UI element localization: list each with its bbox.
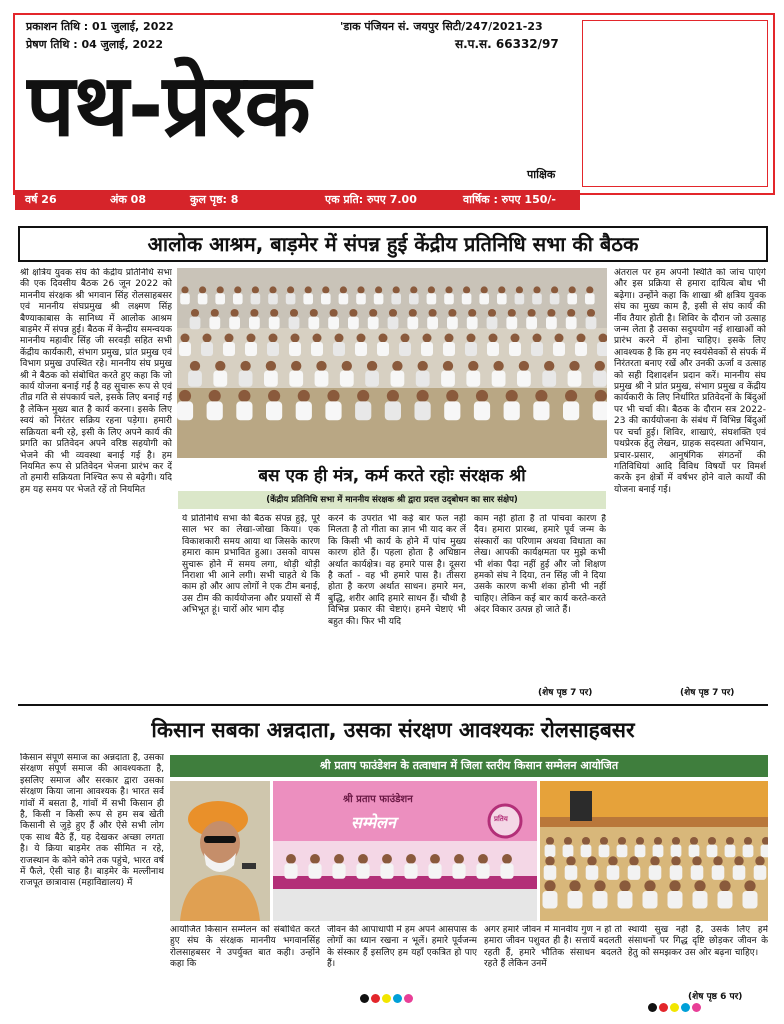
story3-left-column: किसान संपूर्ण समाज का अन्नदाता है, उसका संरक्षण संपूर्ण समाज की आवश्यकता है, इसलिए समाज और सरकार द्वारा उसका संरक्षण किया जाना आवश्यक है। भारत सर्व गांवों में बसता है, गांवों में सभी किसान ही है, किसी न किसी रूप से हम सब खेती किसानी से जुड़े हुए हैं और ऐसे सभी लोग एक साथ बैठे हैं, यह देखकर अच्छा लगता है। ये क्रिया बाड़मेर तक सीमित न रहे, राजस्थान के कोने कोने तक पहुंचे, भारत वर्ष में फैले, ऐसी चाह है। बाड़मेर के मल्लीनाथ राजपूत छात्रावास (महाविद्यालय) में — [20, 753, 164, 889]
story3-column-3: जीवन की आपाधापी में हम अपने आसपास के लोगों का ध्यान रखना न भूलें। हमारे पूर्वजन्म के संस्कार हैं इसलिए हम यहाँ एकत्रित हो पाए हैं। — [327, 925, 477, 970]
registration-dot — [404, 994, 413, 1003]
story1-left-column: श्री क्षत्रिय युवक संघ की केंद्रीय प्रतिनिधि सभा की एक दिवसीय बैठक 26 जून 2022 को माननीय संरक्षक श्री भगवान सिंह रोलसाहबसर एवं माननीय संघप्रमुख श्री लक्ष्मण सिंह बैण्याकाबास के सानिध्य में आलोक आश्रम बाड़मेर में संपन्न हुई। बैठक में केन्द्रीय समन्वयक माननीय महावीर सिंह जी सरवड़ी सहित सभी केंद्रीय कार्यकारी, संभाग प्रमुख, प्रांत प्रमुख एवं विभाग प्रमुख उपस्थित रहे। माननीय संघ प्रमुख श्री ने बैठक को संबोधित करते हुए कहा कि जो कार्य योजना बनाई गई है वह सुचारू रूप से एवं तीव्र गति से संपकार्य चले, इसके लिए बनाई गई है लेकिन मुख्य बात है कार्य करना। इसके लिए स्वयं को निरंतर सक्रिय रहना पड़ेगा। हमारी सक्रियता बनी रहे, इसी के लिए अपने कार्य की प्रगति का प्रतिवेदन अपने वरिष्ठ सहयोगी को भेजने की भी व्यवस्था बनाई गई है। हम नियमित रूप से प्रतिवेदन भेजना प्रारंभ कर दें तो हमारी सक्रियता निश्चित रूप से बढ़ेगी। यदि हम यह समय पर भेजते रहें तो नियमित — [20, 268, 172, 495]
volume-year: वर्ष 26 — [25, 193, 57, 206]
story2-column-1: ये प्रतिनिधि सभा की बैठक संपन्न हुई, पूरे साल भर का लेखा-जोखा किया। एक विकाशकारी समय आया था जिसके कारण हमारा काम प्रभावित हुआ। उसको वापस सुचारू होने में समय लगा, थोड़ी थोड़ी निराशा भी आने लगी। सभी चाहते थे कि काम हो और आप लोगों ने एक टीम बनाई, उस टीम की कार्ययोजना और प्रयासों से मैं अभिभूत हूं। चारों ओर भाग दौड़ — [182, 514, 320, 616]
single-copy-price: एक प्रति: रुपए 7.00 — [325, 193, 417, 206]
story3-column-5: स्थायी सुख नहीं है, उसके लिए हमें संसाधनों पर गिद्ध दृष्टि छोड़कर जीवन के हेतु को समझकर उस ओर बढ़ना चाहिए। — [628, 925, 768, 958]
registration-dot — [659, 1003, 668, 1012]
registration-dot — [360, 994, 369, 1003]
section-divider — [18, 704, 768, 706]
stage-photo — [273, 781, 537, 921]
address-box — [582, 20, 768, 187]
info-bar — [15, 190, 580, 210]
story3-continued: (शेष पृष्ठ 6 पर) — [688, 992, 743, 1002]
story1-right-continued: (शेष पृष्ठ 7 पर) — [680, 688, 735, 698]
group-photo — [177, 268, 607, 458]
registration-marks-left — [360, 994, 413, 1003]
stage-logo: प्रतिय — [494, 815, 508, 823]
story3-headline: किसान सबका अन्नदाता, उसका संरक्षण आवश्यकः रोलसाहबसर — [151, 718, 635, 742]
postal-registration: 'डाक पंजियन सं. जयपुर सिटी/247/2021-23 — [340, 20, 543, 33]
story1-headline: आलोक आश्रम, बाड़मेर में संपन्न हुई केंद्रीय प्रतिनिधि सभा की बैठक — [18, 226, 768, 262]
stage-banner-text: श्री प्रताप फाउंडेशन — [343, 794, 413, 805]
registration-dot — [393, 994, 402, 1003]
story1-right-column: अंतराल पर हम अपनी स्थिति को जांच पाएंगे और इस प्रक्रिया से हमारा दायित्व बोध भी बढ़ेगा। उन्होंने कहा कि शाखा श्री क्षत्रिय युवक संघ का मुख्य काम है, इसी से संघ कार्य की नींव तैयार होती है। शिविर के दौरान जो उत्साह जन्म लेता है उसका सदुपयोग नई शाखाओं को प्रारंभ करने में होना चाहिए। इसके लिए आवश्यक है कि हम नए स्वयंसेवकों से संपर्क में निरंतरता बनाए रखें और उनकी ऊर्जा व उत्साह को सही दिशादर्शन प्रदान करें। माननीय संघ प्रमुख श्री ने प्रांत प्रमुख, संभाग प्रमुख व केंद्रीय कार्यकारी के लिए निर्धारित प्रतिवेदनों के बिंदुओं पर भी चर्चा की। बैठक के दौरान सत्र 2022-23 की कार्ययोजना के संबंध में विभिन्न बिंदुओं पर चर्चा हुई। शिविर, शाखाएं, संघशक्ति एवं पथप्रेरक हेतु लेखन, ग्राहक सदस्यता अभियान, प्रचार-प्रसार, आनुषंगिक संगठनों की गतिविधियां आदि विविध विषयों पर विमर्श करके इन क्षेत्रों में वर्षभर होने वाले कार्यों की योजना बनाई गई। — [614, 268, 766, 495]
registration-dot — [371, 994, 380, 1003]
story2-column-2: करने के उपरांत भी कई बार फल नहीं मिलता है तो गीता का ज्ञान भी याद कर लें कि किसी भी कार्य के होने में पांच मुख्य कारण होते हैं। पहला होता है अधिष्ठान अर्थात कार्यक्षेत्र। वह हमारे पास है। दूसरा है कर्ता - वह भी हमारे पास है। तीसरा होता है करण अर्थात साधन। हमारे मन, बुद्धि, शरीर आदि हमारे साधन हैं। चौथी है विभिन्न प्रकार की चेष्टाएं। हमने चेष्टाएं भी बहुत की। फिर भी यदि — [328, 514, 466, 627]
registration-dot — [382, 994, 391, 1003]
annual-price: वार्षिक : रुपए 150/- — [463, 193, 556, 206]
registration-dot — [670, 1003, 679, 1012]
masthead-title: पथ-प्रेरक — [26, 56, 310, 156]
story3-banner: श्री प्रताप फाउंडेशन के तत्वाधान में जिला स्तरीय किसान सम्मेलन आयोजित — [170, 755, 768, 777]
registration-marks-right — [648, 1003, 701, 1012]
registration-dot — [681, 1003, 690, 1012]
registration-number: स.प.स. 66332/97 — [455, 37, 559, 51]
story2-column-3: काम नहीं होता है तो पांचवा कारण है दैव। हमारा प्रारब्ध, हमारे पूर्व जन्म के संस्कारों का परिणाम अथवा विधाता का लेख। आपकी कार्यक्षमता पर मुझे कभी भी शंका पैदा नहीं हुई और जो शिक्षण हमको संघ ने दिया, तन सिंह जी ने दिया उसके कारण कभी शंका होनी भी नहीं चाहिए। लेकिन कई बार कार्य करते-करते अंदर विकार उत्पन्न हो जाते हैं। — [474, 514, 606, 616]
stage-banner-sammelan: सम्मेलन — [351, 813, 396, 832]
story2-subhead: (केंद्रीय प्रतिनिधि सभा में माननीय संरक्षक श्री द्वारा प्रदत्त उद्‍बोधन का सार संक्षेप) — [178, 491, 606, 509]
audience-photo — [540, 781, 768, 921]
story2-headline: बस एक ही मंत्र, कर्म करते रहोः संरक्षक श्री — [258, 466, 526, 486]
speaker-photo — [170, 781, 270, 921]
story2-continued: (शेष पृष्ठ 7 पर) — [538, 688, 593, 698]
dispatch-date: प्रेषण तिथि : 04 जुलाई, 2022 — [26, 38, 164, 51]
total-pages: कुल पृष्ठ: 8 — [190, 193, 239, 206]
story3-column-4: अगर हमारे जीवन में मानवीय गुण न हों तो हमारा जीवन पशुवत ही है। सत्तायें बदलती रहती हैं, हमारे भौतिक संसाधन बदलते रहते हैं लेकिन उनमें — [484, 925, 622, 970]
registration-dot — [648, 1003, 657, 1012]
story3-column-2: आयोजित किसान सम्मेलन को संबोधित करते हुए संघ के संरक्षक माननीय भगवानसिंह रोलसाहबसर ने उपर्युक्त बात कही। उन्होंने कहा कि — [170, 925, 320, 970]
issue-number: अंक 08 — [110, 193, 146, 206]
publish-date: प्रकाशन तिथि : 01 जुलाई, 2022 — [26, 20, 174, 33]
registration-dot — [692, 1003, 701, 1012]
frequency-label: पाक्षिक — [527, 168, 556, 181]
